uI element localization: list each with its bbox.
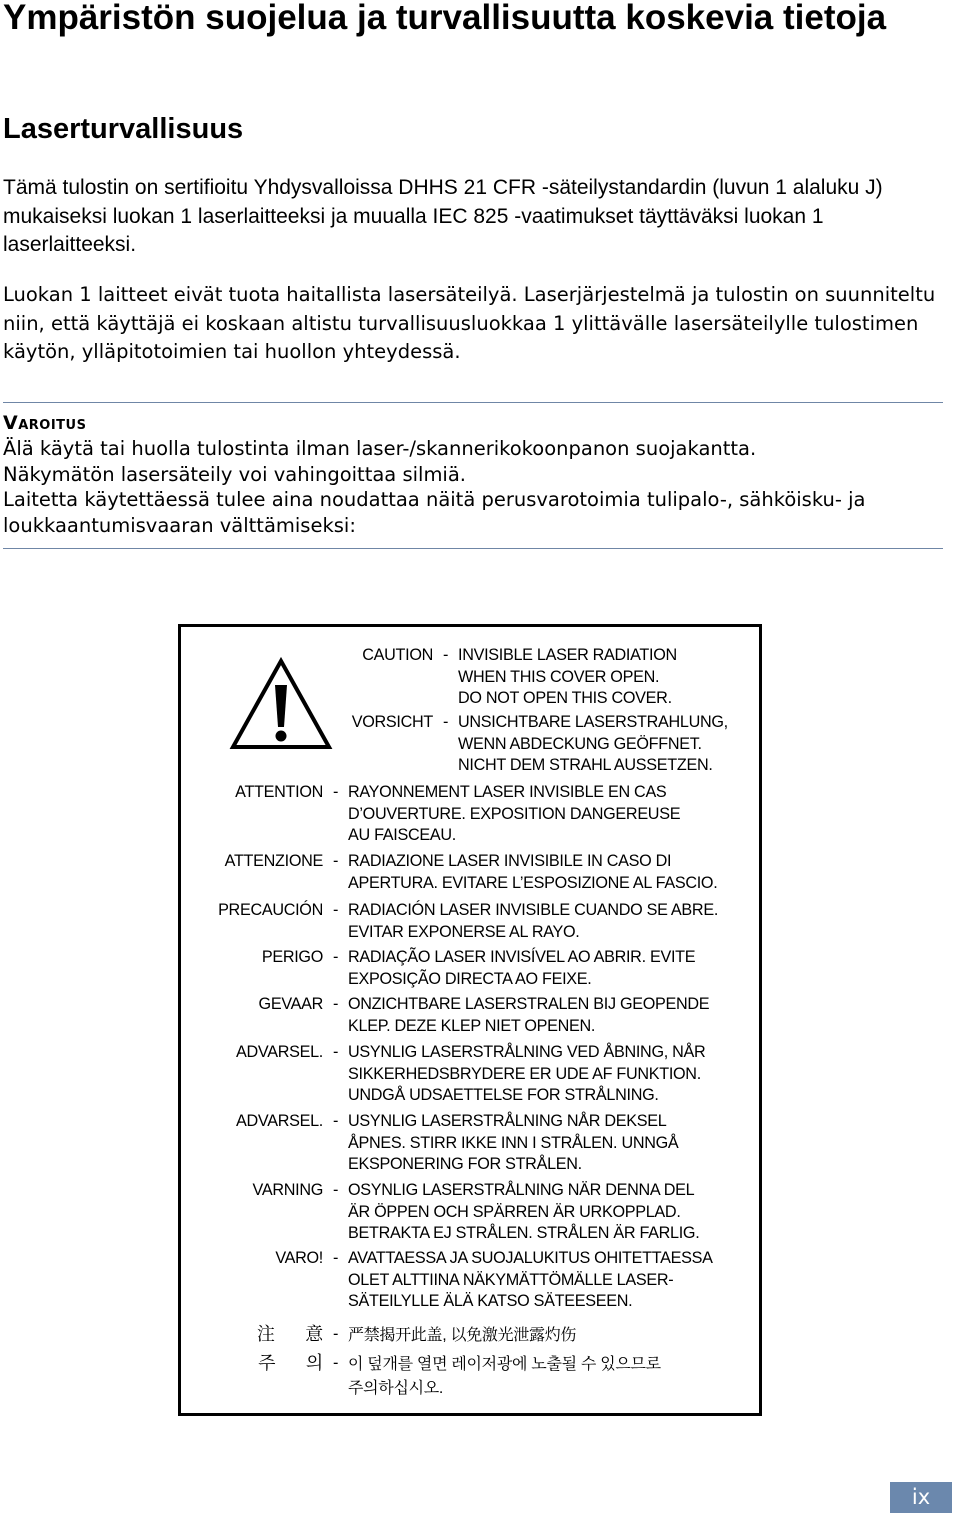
caution-text: USYNLIG LASERSTRÅLNING VED ÅBNING, NÅR SIKKERHEDSBRYDERE ER UDE AF FUNKTION. UNDGÅ UDSAETTELSE FOR STRÅLNING. <box>348 1043 706 1104</box>
caution-text: RADIACIÓN LASER INVISIBLE CUANDO SE ABRE. EVITAR EXPONERSE AL RAYO. <box>348 901 719 941</box>
caution-language-label: VARO! <box>275 1249 323 1267</box>
caution-language-label: CAUTION <box>362 646 433 664</box>
warning-triangle-icon <box>229 657 333 751</box>
caution-separator: - <box>443 646 449 664</box>
caution-text: RADIAZIONE LASER INVISIBILE IN CASO DI APERTURA. EVITARE L’ESPOSIZIONE AL FASCIO. <box>348 852 718 892</box>
divider-bottom <box>3 548 943 549</box>
caution-language-label: ADVARSEL. <box>236 1112 323 1130</box>
caution-separator: - <box>333 783 339 801</box>
caution-language-label: 주 의 <box>258 1353 323 1373</box>
caution-language-label: PRECAUCIÓN <box>218 901 323 919</box>
paragraph-certification: Tämä tulostin on sertifioitu Yhdysvalloissa DHHS 21 CFR -säteilystandardin (luvun 1 alaluku J) mukaiseksi luokan 1 laserlaitteeksi ja muualla IEC 825 -vaatimukset täyttäväksi luokan 1 laserlaitteeksi. <box>3 176 883 256</box>
caution-text: USYNLIG LASERSTRÅLNING NÅR DEKSEL ÅPNES. STIRR IKKE INN I STRÅLEN. UNNGÅ EKSPONERING FOR STRÅLEN. <box>348 1112 679 1173</box>
laser-caution-label <box>178 624 762 1416</box>
caution-text: INVISIBLE LASER RADIATION WHEN THIS COVER OPEN. DO NOT OPEN THIS COVER. <box>458 646 677 707</box>
caution-separator: - <box>333 948 339 966</box>
caution-text: RADIAÇÃO LASER INVISÍVEL AO ABRIR. EVITE EXPOSIÇÃO DIRECTA AO FEIXE. <box>348 948 696 988</box>
warning-body <box>3 436 953 538</box>
caution-separator: - <box>333 852 339 870</box>
caution-language-label: VARNING <box>252 1181 323 1199</box>
caution-separator: - <box>333 1249 339 1267</box>
caution-text: 严禁揭开此盖, 以免激光泄露灼伤 <box>348 1327 577 1344</box>
paragraph-laser-class: Luokan 1 laitteet eivät tuota haitallista lasersäteilyä. Laserjärjestelmä ja tulostin on suunniteltu niin, että käyttäjä ei koskaan altistu turvallisuusluokkaa 1 ylittävälle lasersäteilylle tulostimen käytön, ylläpitotoimien tai huollon yhteydessä. <box>3 283 936 363</box>
warning-line-3: Laitetta käytettäessä tulee aina noudattaa näitä perusvarotoimia tulipalo-, sähköisku- ja loukkaantumisvaaran välttämiseksi: <box>3 488 866 537</box>
caution-text: OSYNLIG LASERSTRÅLNING NÄR DENNA DEL ÄR ÖPPEN OCH SPÄRREN ÄR URKOPPLAD. BETRAKTA EJ STRÅLEN. STRÅLEN ÄR FARLIG. <box>348 1181 700 1242</box>
caution-text: 이 덮개를 열면 레이저광에 노출될 수 있으므로 주의하십시오. <box>348 1356 661 1397</box>
page-title: Ympäristön suojelua ja turvallisuutta koskevia tietoja <box>3 0 887 37</box>
caution-language-label: VORSICHT <box>351 713 433 731</box>
caution-text: ONZICHTBARE LASERSTRALEN BIJ GEOPENDE KLEP. DEZE KLEP NIET OPENEN. <box>348 995 710 1035</box>
caution-separator: - <box>333 901 339 919</box>
caution-language-label: ATTENTION <box>235 783 323 801</box>
caution-language-label: PERIGO <box>261 948 323 966</box>
caution-separator: - <box>333 1181 339 1199</box>
caution-text: AVATTAESSA JA SUOJALUKITUS OHITETTAESSA OLET ALTTIINA NÄKYMÄTTÖMÄLLE LASER- SÄTEILYLLE ÄLÄ KATSO SÄTEESEEN. <box>348 1249 713 1310</box>
caution-separator: - <box>333 1112 339 1130</box>
caution-separator: - <box>333 1325 339 1343</box>
page-number: ix <box>890 1482 952 1513</box>
caution-language-label: ATTENZIONE <box>224 852 323 870</box>
warning-line-1: Älä käytä tai huolla tulostinta ilman laser-/skannerikokoonpanon suojakantta. <box>3 437 757 460</box>
caution-separator: - <box>443 713 449 731</box>
divider-top <box>3 402 943 403</box>
caution-separator: - <box>333 995 339 1013</box>
caution-text: RAYONNEMENT LASER INVISIBLE EN CAS D’OUVERTURE. EXPOSITION DANGEREUSE AU FAISCEAU. <box>348 783 681 844</box>
caution-language-label: 注 意 <box>256 1324 323 1344</box>
caution-separator: - <box>333 1354 339 1372</box>
caution-text: UNSICHTBARE LASERSTRAHLUNG, WENN ABDECKUNG GEÖFFNET. NICHT DEM STRAHL AUSSETZEN. <box>458 713 728 774</box>
caution-language-label: GEVAAR <box>258 995 323 1013</box>
warning-line-2: Näkymätön lasersäteily voi vahingoittaa silmiä. <box>3 462 467 486</box>
caution-language-label: ADVARSEL. <box>236 1043 323 1061</box>
caution-separator: - <box>333 1043 339 1061</box>
warning-heading: Varoitus <box>3 412 87 434</box>
section-title: Laserturvallisuus <box>3 113 244 145</box>
